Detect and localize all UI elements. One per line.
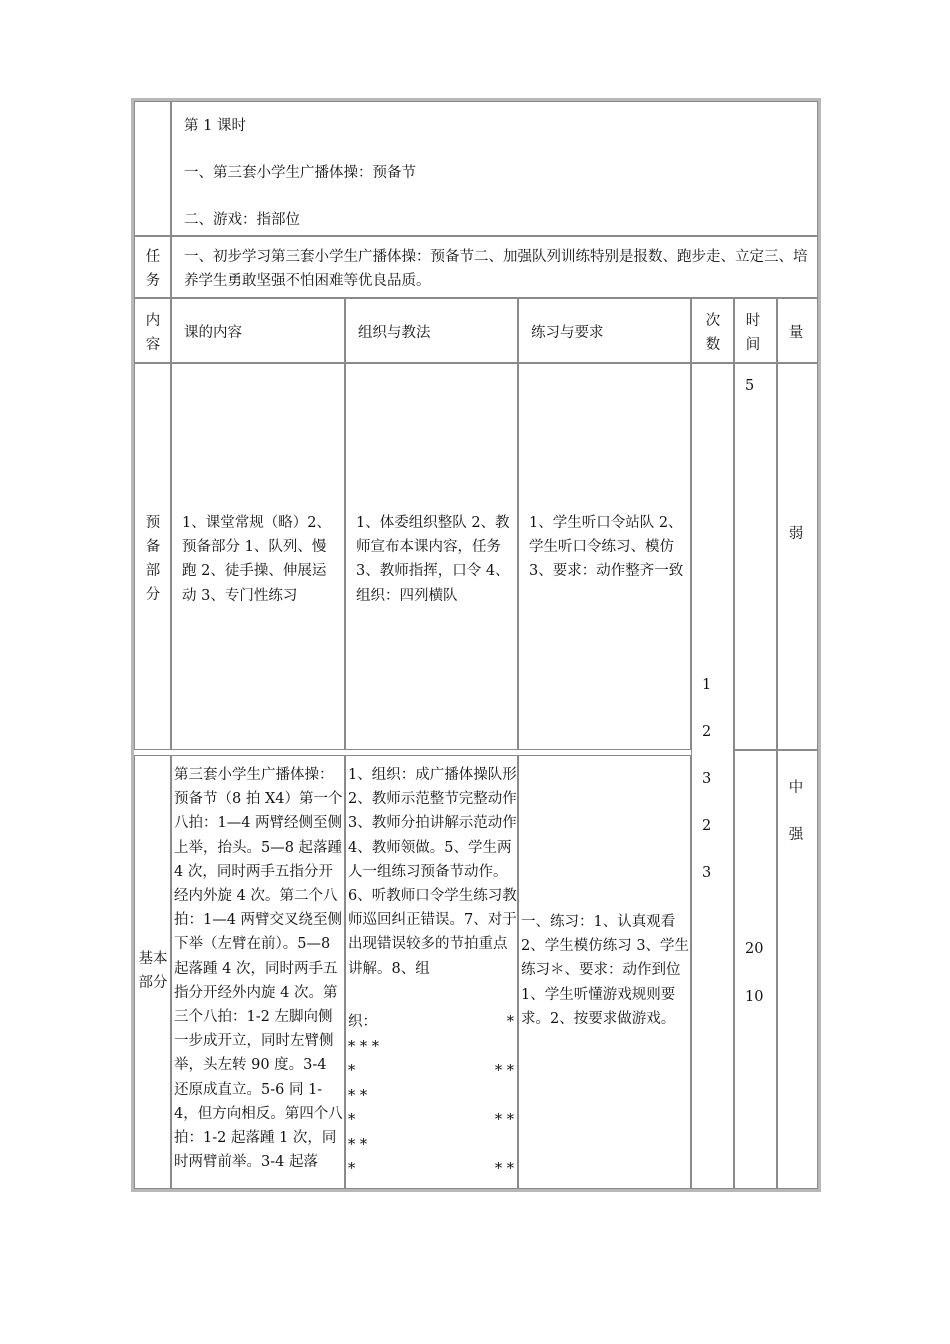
prep-organization-cell [345,363,518,750]
prep-practice: 1、学生听口令站队 2、学生听口令练习、模仿 3、要求：动作整齐一致 [529,515,684,580]
header-label-cell [134,101,171,236]
prep-label-char: 预 [145,515,161,531]
basic-amount-char: 强 [788,827,804,843]
basic-time-cell [734,750,777,1189]
content-label-cell [134,298,171,363]
content-label-char: 内 [145,313,161,329]
prep-label-char: 分 [145,587,161,603]
count-value: 1 [702,677,712,693]
lesson-item-1: 一、第三套小学生广播体操：预备节 [184,165,416,181]
prep-time: 5 [745,378,755,394]
formation-row [348,1035,514,1059]
basic-amount-cell [777,750,818,1189]
count-value: 3 [702,865,712,881]
task-label-char: 任 [145,249,161,265]
lesson-item-2: 二、游戏：指部位 [184,212,300,228]
lesson-number: 第 1 课时 [184,118,246,134]
basic-time: 10 [745,989,764,1005]
lesson-content-header [171,298,345,363]
basic-organization: 1、组织：成广播体操队形 2、教师示范整节完整动作 3、教师分拍讲解示范动作 4、教师领做。5、学生两人一组练习预备节动作。6、听教师口令学生练习教师巡回纠正错误。7、对于出现错误较多的节拍重点讲解。8、组 [348,767,517,977]
prep-label-cell [134,363,171,750]
formation-stars-right: * * [494,1161,514,1177]
prep-amount: 弱 [788,526,804,542]
basic-content-cell [171,755,345,1189]
count-value: 3 [702,771,712,787]
formation-row [348,1010,514,1034]
formation-stars-left: * * [348,1088,368,1104]
content-label-char: 容 [145,337,161,353]
formation-stars-right: * * [494,1063,514,1079]
basic-time: 20 [745,941,764,957]
lesson-content-header-label: 课的内容 [184,325,242,341]
basic-amount-char: 中 [788,780,804,796]
prep-content-cell [171,363,345,750]
time-header-char: 时 [745,313,761,329]
formation-label: 织： [348,1014,377,1030]
basic-practice-cell [518,755,691,1189]
basic-content: 第三套小学生广播体操：预备节（8 拍 X4）第一个八拍：1—4 两臂经侧至侧上举，抬头。5—8 起落踵 4 次，同时两手五指分开经内外旋 4 次。第二个八拍：1—4 两臂交叉绕至侧下举（左臂在前）。5—8 起落踵 4 次，同时两手五指分开经外内旋 4 次。第三个八拍：1-2 左脚向侧一步成开立，同时左臂侧举，头左转 90 度。3-4 还原成直立。5-6 同 1-4，但方向相反。第四个八拍：1-2 起落踵 1 次，同时两臂前举。3-4 起落 [174,767,343,1171]
formation-stars-left: * * * [348,1039,379,1055]
count-header [691,298,734,363]
formation-row [348,1084,514,1108]
prep-organization: 1、体委组织整队 2、教师宣布本课内容，任务 3、教师指挥，口令 4、组织：四列横队 [356,515,510,604]
prep-content: 1、课堂常规（略）2、预备部分 1、队列、慢跑 2、徒手操、伸展运动 3、专门性练习 [182,515,331,604]
task-cell [171,236,818,298]
task-label-cell [134,236,171,298]
organization-header [345,298,518,363]
basic-organization-cell [345,755,518,1189]
basic-label-text: 基本 [138,951,168,967]
count-value: 2 [702,818,712,834]
task-label-char: 务 [145,273,161,289]
formation-row [348,1059,514,1083]
formation-row [348,1157,514,1181]
count-cell [691,363,734,1189]
prep-practice-cell [518,363,691,750]
formation-stars-right: * * [494,1112,514,1128]
organization-header-label: 组织与教法 [358,325,431,341]
practice-header-label: 练习与要求 [531,325,604,341]
time-header [734,298,777,363]
amount-header-label: 量 [788,325,804,341]
prep-label-char: 备 [145,539,161,555]
time-header-char: 间 [745,337,761,353]
task-text: 一、初步学习第三套小学生广播体操：预备节二、加强队列训练特别是报数、跑步走、立定三、培养学生勇敢坚强不怕困难等优良品质。 [184,249,808,290]
basic-practice: 一、练习：1、认真观看 2、学生模仿练习 3、学生练习＊、要求：动作到位 1、学生听懂游戏规则要求。2、按要求做游戏。 [521,914,690,1027]
prep-time-cell [734,363,777,750]
count-value: 2 [702,724,712,740]
count-header-char: 数 [705,337,721,353]
count-header-char: 次 [705,313,721,329]
basic-label-cell [134,755,171,1189]
formation-stars-right: * [506,1014,514,1030]
amount-header [777,298,818,363]
practice-header [518,298,691,363]
header-cell [171,101,818,236]
prep-label-char: 部 [145,563,161,579]
formation-row [348,1108,514,1132]
formation-stars-left: * [348,1112,356,1128]
formation-row [348,1133,514,1157]
formation-stars-left: * [348,1063,356,1079]
formation-stars-left: * * [348,1137,368,1153]
prep-amount-cell [777,363,818,750]
formation-stars-left: * [348,1161,356,1177]
basic-label-text: 部分 [138,975,168,991]
